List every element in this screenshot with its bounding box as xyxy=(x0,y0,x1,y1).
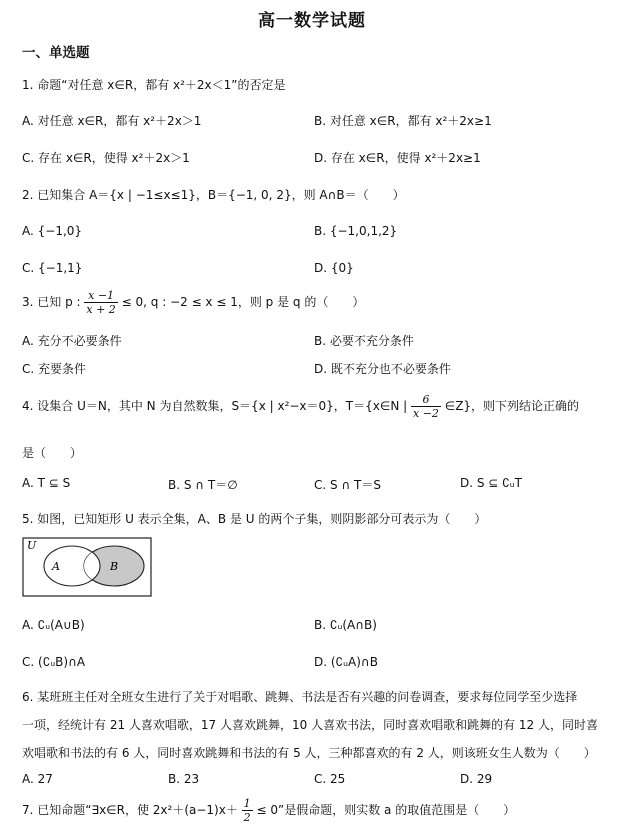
question-7-fraction xyxy=(242,797,253,824)
question-4-option-d: D. S ⊆ ∁ᵤT xyxy=(460,476,522,490)
question-5-option-b: B. ∁ᵤ(A∩B) xyxy=(314,618,377,632)
question-4-stem xyxy=(22,393,579,420)
question-5-option-c: C. (∁ᵤB)∩A xyxy=(22,655,86,669)
question-5-stem: 5. 如图，已知矩形 U 表示全集，A、B 是 U 的两个子集，则阴影部分可表示为（ ） xyxy=(22,512,487,526)
section-heading-single-choice: 一、单选题 xyxy=(22,45,90,61)
question-3-option-b: B. 必要不充分条件 xyxy=(314,334,414,348)
question-6-line-2: 一项，经统计有 21 人喜欢唱歌，17 人喜欢跳舞，10 人喜欢书法，同时喜欢唱歌和跳舞的有 12 人，同时喜 xyxy=(22,718,598,732)
question-7-stem-prefix: 7. 已知命题“∃x∈R，使 2x²＋(a−1)x＋ xyxy=(22,803,238,817)
question-2-stem: 2. 已知集合 A＝{x | −1≤x≤1}，B＝{−1, 0, 2}，则 A∩B＝（ ） xyxy=(22,188,405,202)
question-4-option-c: C. S ∩ T＝S xyxy=(314,478,381,492)
fraction-denominator: 2 xyxy=(243,811,251,824)
question-4-fraction xyxy=(411,393,441,420)
question-4-option-a: A. T ⊆ S xyxy=(22,476,71,490)
question-3-option-c: C. 充要条件 xyxy=(22,362,87,376)
question-1-option-b: B. 对任意 x∈R，都有 x²＋2x≥1 xyxy=(314,114,492,128)
question-3-stem-prefix: 3. 已知 p : xyxy=(22,295,81,309)
question-6-option-b: B. 23 xyxy=(168,772,200,786)
question-6-line-3: 欢唱歌和书法的有 6 人，同时喜欢跳舞和书法的有 5 人，三种都喜欢的有 2 人，则该班女生人数为（ ） xyxy=(22,746,596,760)
page-title: 高一数学试题 xyxy=(258,11,366,31)
venn-diagram xyxy=(22,537,152,597)
question-7-stem-suffix: ≤ 0”是假命题，则实数 a 的取值范围是（ ） xyxy=(256,803,516,817)
question-2-option-c: C. {−1,1} xyxy=(22,261,83,275)
question-1-option-c: C. 存在 x∈R，使得 x²＋2x＞1 xyxy=(22,151,190,165)
question-4-stem-prefix: 4. 设集合 U＝N，其中 N 为自然数集，S＝{x | x²−x＝0}，T＝{x∈N | xyxy=(22,399,408,413)
question-3-stem xyxy=(22,289,364,316)
question-1-option-d: D. 存在 x∈R，使得 x²＋2x≥1 xyxy=(314,151,481,165)
fraction-numerator: x −1 xyxy=(84,289,117,303)
question-4-stem-suffix: ∈Z}，则下列结论正确的 xyxy=(444,399,580,413)
question-3-fraction xyxy=(84,289,117,316)
venn-label-u: U xyxy=(27,539,37,552)
question-7-stem xyxy=(22,797,515,824)
question-2-option-d: D. {0} xyxy=(314,261,354,275)
question-5-option-a: A. ∁ᵤ(A∪B) xyxy=(22,618,85,632)
question-3-stem-suffix: ≤ 0, q : −2 ≤ x ≤ 1，则 p 是 q 的（ ） xyxy=(121,295,365,309)
question-6-option-a: A. 27 xyxy=(22,772,53,786)
venn-label-a: A xyxy=(52,560,60,573)
question-6-line-1: 6. 某班班主任对全班女生进行了关于对唱歌、跳舞、书法是否有兴趣的问卷调查，要求每位同学至少选择 xyxy=(22,690,578,704)
question-5-option-d: D. (∁ᵤA)∩B xyxy=(314,655,378,669)
question-1-stem: 1. 命题“对任意 x∈R，都有 x²＋2x＜1”的否定是 xyxy=(22,78,286,92)
fraction-numerator: 1 xyxy=(243,797,251,810)
question-6-option-c: C. 25 xyxy=(314,772,346,786)
question-6-option-d: D. 29 xyxy=(460,772,493,786)
question-1-option-a: A. 对任意 x∈R，都有 x²＋2x＞1 xyxy=(22,114,202,128)
question-2-option-a: A. {−1,0} xyxy=(22,224,83,238)
venn-label-b: B xyxy=(110,560,119,573)
question-4-option-b: B. S ∩ T＝∅ xyxy=(168,478,238,492)
fraction-numerator: 6 xyxy=(411,393,441,407)
question-2-option-b: B. {−1,0,1,2} xyxy=(314,224,398,238)
question-4-stem-continuation: 是（ ） xyxy=(22,446,83,460)
question-3-option-a: A. 充分不必要条件 xyxy=(22,334,122,348)
fraction-denominator: x + 2 xyxy=(86,303,116,316)
fraction-denominator: x −2 xyxy=(413,407,439,420)
question-3-option-d: D. 既不充分也不必要条件 xyxy=(314,362,451,376)
